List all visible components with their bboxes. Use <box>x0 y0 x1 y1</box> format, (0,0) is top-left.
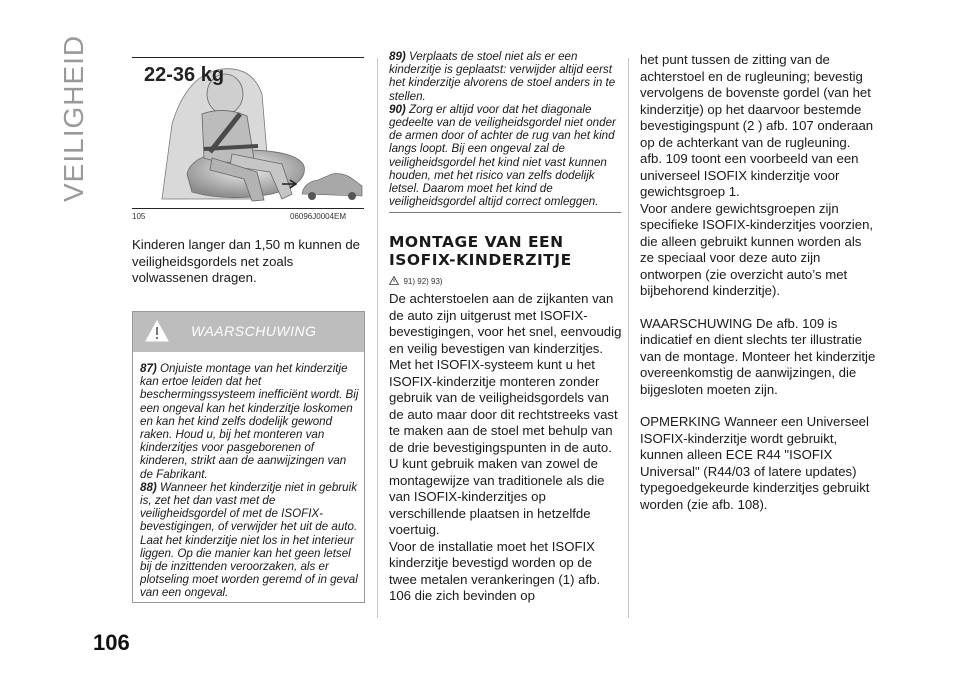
warning-text: Onjuiste montage van het kinderzitje kan ertoe leiden dat het beschermingssysteem inefficiënt wordt. Bij een ongeval kan het kinderzitje loskomen en kan het kind zelfs dodelijk gewond raken. Houd u, bij het monteren van kinderzitjes voor pasgeborenen of kinderen, strikt aan de aanwijzingen van de Fabrikant. <box>140 362 359 481</box>
warning-title: WAARSCHUWING <box>191 323 317 339</box>
figure-weight-label: 22-36 kg <box>144 64 225 86</box>
page-number: 106 <box>93 630 130 655</box>
column-divider <box>377 58 378 618</box>
warning-item <box>389 50 623 103</box>
warning-small-icon <box>389 276 399 285</box>
paragraph: het punt tussen de zitting van de achterstoel en de rugleuning; bevestig vervolgens de bovenste gordel (van het kinderzitje) op het daarvoor bestemde bevestigingspunt (2 ) afb. 107 onderaan op de achterkant van de rugleuning. <box>640 52 874 150</box>
figure-bottom-rule <box>132 208 364 209</box>
warning-item <box>140 362 359 481</box>
intro-block <box>132 237 366 287</box>
section-heading: MONTAGE VAN EEN ISOFIX-KINDERZITJE <box>389 233 572 270</box>
warning-number: 88) <box>140 480 157 494</box>
figure-number: 105 <box>132 212 146 221</box>
warning-header <box>133 312 364 352</box>
column-3 <box>640 52 876 513</box>
warning-triangle-icon <box>145 320 169 342</box>
section-title <box>58 34 118 202</box>
warning-box <box>132 311 365 603</box>
warning-text: Wanneer het kinderzitje niet in gebruik is, zet het dan vast met de veiligheidsgordel of met de ISOFIX-bevestigingen, of verwijder het uit de auto. Laat het kinderzitje niet los in het interieur liggen. Op die manier kan het geen letsel bij de inzittenden veroorzaken, als er plotseling moet worden geremd of in geval van een ongeval. <box>140 480 358 600</box>
warning-number: 87) <box>140 362 157 375</box>
column-2 <box>389 50 623 605</box>
column-divider <box>628 58 629 618</box>
figure-child-seat <box>132 54 364 204</box>
paragraph: U kunt gebruik maken van zowel de montagewijze van traditionele als die van ISOFIX-kinderzitjes op verschillende plaatsen in hetzelfde voertuig. <box>389 456 605 538</box>
paragraph: afb. 109 toont een voorbeeld van een universeel ISOFIX kinderzitje voor gewichtsgroep 1. <box>640 151 859 199</box>
intro-paragraph: Kinderen langer dan 1,50 m kunnen de veiligheidsgordels net zoals volwassenen dragen. <box>132 237 361 285</box>
reference-numbers: 91) 92) 93) <box>403 277 443 287</box>
warning-body <box>133 352 364 600</box>
warning-number: 89) <box>389 50 406 63</box>
paragraph: Voor de installatie moet het ISOFIX kinderzitje bevestigd worden op de twee metalen verankeringen (1) afb. 106 die zich bevinden op <box>389 538 601 604</box>
figure-code: 06096J0004EM <box>290 212 347 221</box>
warning-item <box>389 103 623 209</box>
warning-text: Zorg er altijd voor dat het diagonale gedeelte van de veiligheidsgordel niet onder de armen door of achter de rug van het kind langs loopt. Bij een ongeval zal de veiligheidsgordel het kind niet vast kunnen houden, met het risico van zelfs dodelijk letsel. Daarom moet het kind de veiligheidsgordel altijd correct omleggen. <box>389 102 616 209</box>
paragraph: Voor andere gewichtsgroepen zijn specifieke ISOFIX-kinderzitjes voorzien, die alleen gebruikt kunnen worden als ze speciaal voor deze auto zijn ontworpen (zie overzicht auto’s met bijbehorend kinderzitje). <box>640 200 874 298</box>
warning-number: 90) <box>389 102 406 116</box>
paragraph: De achterstoelen aan de zijkanten van de auto zijn uitgerust met ISOFIX-bevestigingen, voor het snel, eenvoudig en veilig bevestigen van kinderzitjes. Met het ISOFIX-systeem kunt u het ISOFIX-kinderzitje monteren zonder gebruik van de veiligheidsgordels van de auto maar door dit rechtstreeks vast te maken aan de stoel met behulp van de drie bevestigingspunten in de auto. <box>389 291 622 455</box>
warning-item <box>140 481 359 600</box>
reference-line <box>389 271 623 289</box>
warning-text: Verplaats de stoel niet als er een kinderzitje is geplaatst: verwijder altijd eerst het kinderzitje alvorens de stoel anders in te stellen. <box>389 50 616 103</box>
section-title-text: VEILIGHEID <box>58 34 89 202</box>
note-paragraph: OPMERKING Wanneer een Universeel ISOFIX-kinderzitje wordt gebruikt, kunnen alleen ECE R44 "ISOFIX Universal" (R44/03 of latere updates) typegoedgekeurde kinderzitjes gebruikt worden (zie afb. 108). <box>640 414 870 512</box>
warning-note: WAARSCHUWING De afb. 109 is indicatief en dient slechts ter illustratie van de montage. Monteer het kinderzitje overeenkomstig de aanwijzingen, die bijgesloten moeten zijn. <box>640 315 876 397</box>
